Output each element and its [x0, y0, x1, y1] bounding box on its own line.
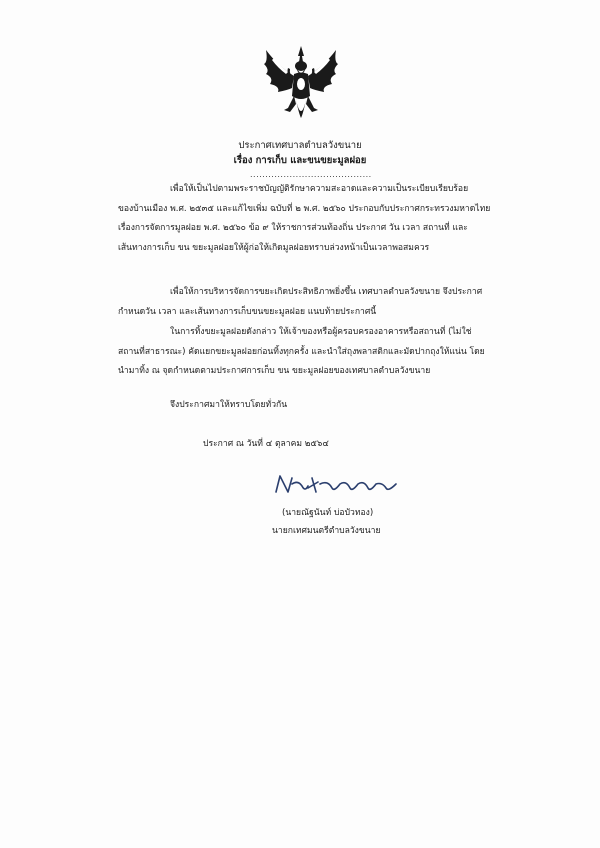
- paragraph-line: เพื่อให้เป็นไปตามพระราชบัญญัติรักษาความสะอาดและความเป็นระเบียบเรียบร้อย: [170, 184, 469, 194]
- document-subject: เรื่อง การเก็บ และขนขยะมูลฝอย: [233, 155, 367, 166]
- garuda-emblem-icon: [258, 44, 344, 124]
- paragraph-instructions: [118, 323, 488, 382]
- closing-statement: จึงประกาศมาให้ทราบโดยทั่วกัน: [170, 400, 288, 410]
- paragraph-line: เพื่อให้การบริหารจัดการขยะเกิดประสิทธิภาพยิ่งขึ้น เทศบาลตำบลวังขนาย จึงประกาศ: [170, 287, 483, 297]
- paragraph-schedule: [118, 283, 488, 322]
- paragraph-line: ในการทิ้งขยะมูลฝอยดังกล่าว ให้เจ้าของหรือผู้ครอบครองอาคารหรือสถานที่ (ไม่ใช่: [170, 327, 472, 337]
- paragraph-line: เรื่องการจัดการมูลฝอย พ.ศ. ๒๕๖๐ ข้อ ๙ ให้ราชการส่วนท้องถิ่น ประกาศ วัน เวลา สถานที่ และ: [118, 223, 468, 233]
- paragraph-line: กำหนดวัน เวลา และเส้นทางการเก็บขนขยะมูลฝอย แนบท้ายประกาศนี้: [118, 306, 377, 317]
- signer-position: นายกเทศมนตรีตำบลวังขนาย: [272, 526, 381, 536]
- paragraph-legal-basis: [118, 180, 491, 258]
- paragraph-line: สถานที่สาธารณะ) คัดแยกขยะมูลฝอยก่อนทิ้งทุกครั้ง และนำใส่ถุงพลาสติกและมัดปากถุงให้แน่น โดย: [118, 346, 485, 357]
- paragraph-line: เส้นทางการเก็บ ขน ขยะมูลฝอยให้ผู้ก่อให้เกิดมูลฝอยทราบล่วงหน้าเป็นเวลาพอสมควร: [118, 242, 430, 253]
- paragraph-line: นำมาทิ้ง ณ จุดกำหนดตามประกาศการเก็บ ขน ขยะมูลฝอยของเทศบาลตำบลวังขนาย: [118, 366, 431, 376]
- paragraph-line: ของบ้านเมือง พ.ศ. ๒๕๓๕ และแก้ไขเพิ่ม ฉบับที่ ๒ พ.ศ. ๒๕๖๐ ประกอบกับประกาศกระทรวงมหาดไทย: [118, 203, 491, 214]
- handwritten-signature-icon: [272, 470, 402, 498]
- signer-name: (นายณัฐนันท์ บ่อบัวทอง): [282, 508, 374, 518]
- announcement-date: ประกาศ ณ วันที่ ๔ ตุลาคม ๒๕๖๔: [203, 439, 329, 449]
- document-title: ประกาศเทศบาลตำบลวังขนาย: [238, 140, 362, 151]
- header-divider: ........................................: [250, 170, 372, 179]
